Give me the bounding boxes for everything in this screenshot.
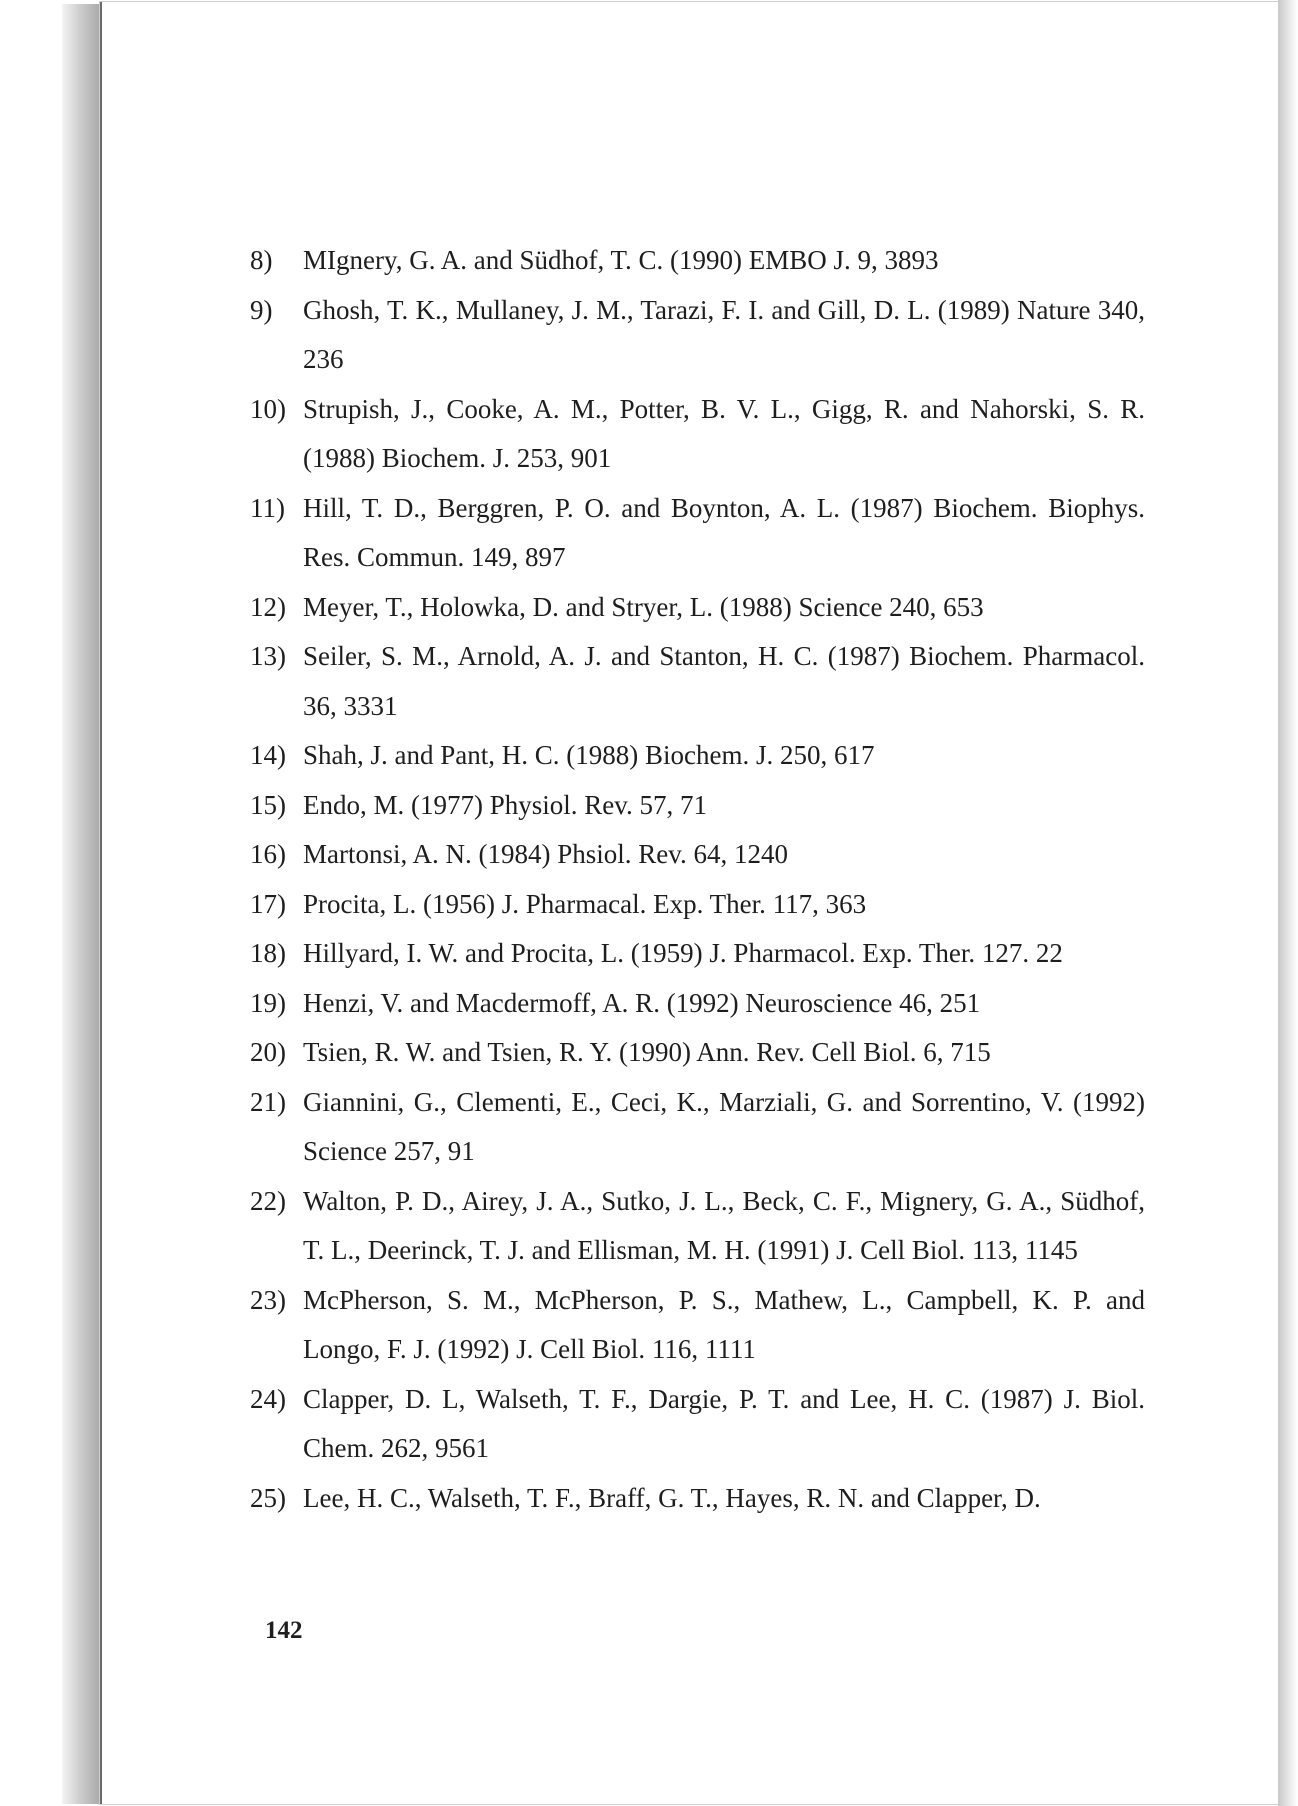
reference-text: Giannini, G., Clementi, E., Ceci, K., Marziali, G. and Sorrentino, V. (1992) Science 257, 91 [303, 1086, 1145, 1166]
reference-number: 15) [250, 789, 286, 820]
reference-text: Shah, J. and Pant, H. C. (1988) Biochem. J. 250, 617 [303, 740, 875, 770]
reference-item [250, 880, 1145, 930]
reference-text: McPherson, S. M., McPherson, P. S., Mathew, L., Campbell, K. P. and Longo, F. J. (1992) J. Cell Biol. 116, 1111 [303, 1284, 1145, 1364]
reference-number: 17) [250, 888, 286, 919]
reference-text: Hill, T. D., Berggren, P. O. and Boynton, A. L. (1987) Biochem. Biophys. Res. Commun. 149, 897 [303, 492, 1145, 572]
reference-text: Walton, P. D., Airey, J. A., Sutko, J. L., Beck, C. F., Mignery, G. A., Südhof, T. L., Deerinck, T. J. and Ellisman, M. H. (1991) J. Cell Biol. 113, 1145 [303, 1185, 1145, 1265]
reference-number: 14) [250, 740, 286, 770]
reference-text: Hillyard, I. W. and Procita, L. (1959) J. Pharmacol. Exp. Ther. 127. 22 [303, 938, 1063, 968]
reference-item [250, 781, 1145, 831]
reference-text: Henzi, V. and Macdermoff, A. R. (1992) Neuroscience 46, 251 [303, 987, 981, 1018]
reference-text: Lee, H. C., Walseth, T. F., Braff, G. T., Hayes, R. N. and Clapper, D. [303, 1482, 1041, 1513]
reference-item [250, 385, 1145, 484]
reference-item [250, 1276, 1145, 1375]
reference-text: Clapper, D. L, Walseth, T. F., Dargie, P. T. and Lee, H. C. (1987) J. Biol. Chem. 262, 9561 [303, 1383, 1145, 1463]
reference-item [250, 979, 1145, 1029]
reference-number: 13) [250, 641, 286, 671]
reference-item [250, 830, 1145, 880]
reference-item [250, 1474, 1145, 1524]
reference-item [250, 632, 1145, 731]
reference-number: 19) [250, 987, 286, 1018]
reference-item [250, 484, 1145, 583]
reference-text: Procita, L. (1956) J. Pharmacal. Exp. Ther. 117, 363 [303, 888, 867, 919]
book-spine [62, 4, 100, 1804]
reference-item [250, 286, 1145, 385]
reference-number: 16) [250, 839, 286, 869]
reference-text: Seiler, S. M., Arnold, A. J. and Stanton, H. C. (1987) Biochem. Pharmacol. 36, 3331 [303, 641, 1145, 721]
reference-number: 21) [250, 1086, 286, 1117]
reference-number: 12) [250, 591, 286, 622]
reference-text: MIgnery, G. A. and Südhof, T. C. (1990) EMBO J. 9, 3893 [303, 245, 939, 275]
reference-number: 20) [250, 1037, 286, 1067]
reference-number: 22) [250, 1185, 286, 1216]
page-number: 142 [265, 1617, 303, 1644]
reference-text: Martonsi, A. N. (1984) Phsiol. Rev. 64, 1240 [303, 839, 788, 869]
book-page-edge [1278, 0, 1298, 1806]
reference-text: Strupish, J., Cooke, A. M., Potter, B. V. L., Gigg, R. and Nahorski, S. R. (1988) Biochem. J. 253, 901 [303, 393, 1145, 473]
reference-text: Meyer, T., Holowka, D. and Stryer, L. (1988) Science 240, 653 [303, 591, 984, 622]
reference-number: 24) [250, 1383, 286, 1414]
reference-number: 8) [250, 245, 273, 275]
reference-item [250, 1078, 1145, 1177]
reference-number: 11) [250, 492, 285, 523]
reference-item [250, 731, 1145, 781]
reference-item [250, 1177, 1145, 1276]
reference-number: 18) [250, 938, 286, 968]
reference-text: Ghosh, T. K., Mullaney, J. M., Tarazi, F. I. and Gill, D. L. (1989) Nature 340, 236 [303, 294, 1145, 374]
reference-item [250, 929, 1145, 979]
reference-item [250, 1375, 1145, 1474]
reference-number: 25) [250, 1482, 286, 1513]
reference-text: Tsien, R. W. and Tsien, R. Y. (1990) Ann. Rev. Cell Biol. 6, 715 [303, 1037, 991, 1067]
reference-number: 9) [250, 294, 273, 325]
reference-number: 10) [250, 393, 286, 424]
reference-item [250, 583, 1145, 633]
reference-list [250, 236, 1145, 1523]
reference-number: 23) [250, 1284, 286, 1315]
reference-text: Endo, M. (1977) Physiol. Rev. 57, 71 [303, 789, 707, 820]
reference-item [250, 1028, 1145, 1078]
reference-item [250, 236, 1145, 286]
